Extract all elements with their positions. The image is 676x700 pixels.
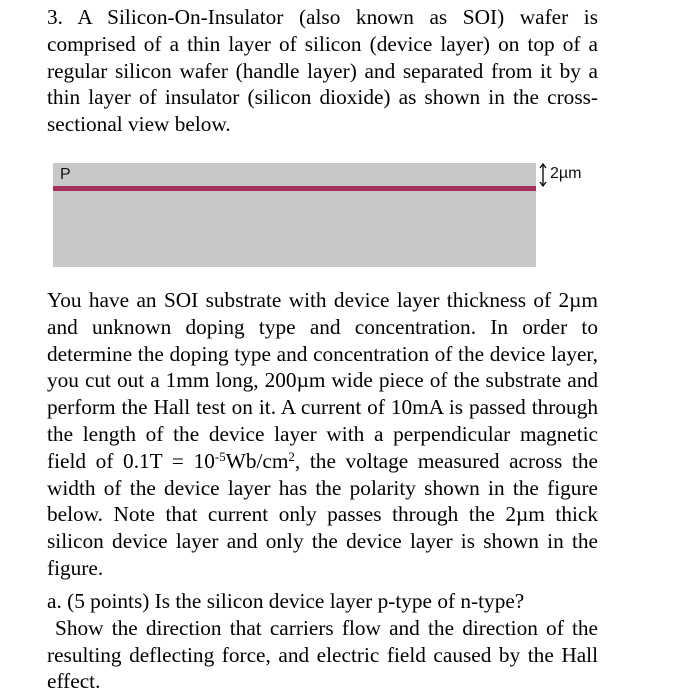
hall-text-part-3: , the voltage measured across the width of the device layer has the polarity shown in the figure below. Note that current only passes through the 2µm thick silicon device layer and only the device layer is shown in the figure.	[47, 448, 598, 580]
question-a	[47, 588, 598, 695]
hall-exponent-1: -5	[214, 448, 226, 464]
question-a-rest: Show the direction that carriers flow and the direction of the resulting deflecting force, and electric field caused by the Hall effect.	[47, 615, 598, 694]
handle-layer	[53, 191, 536, 267]
device-layer-thickness-label: 2µm	[550, 165, 582, 182]
hall-exponent-2: 2	[288, 448, 295, 464]
hall-test-paragraph	[47, 287, 598, 582]
thickness-arrow-icon	[538, 162, 548, 188]
hall-text-part-1: You have an SOI substrate with device layer thickness of 2µm and unknown doping type and concentration. In order to determine the doping type and concentration of the device layer, you cut out a 1mm long, 200µm wide piece of the substrate and perform the Hall test on it. A current of 10mA is passed through the length of the device layer with a perpendicular magnetic field of 0.1T = 10	[47, 288, 598, 473]
device-layer-doping-label: P	[60, 166, 71, 183]
hall-text-part-2: Wb/cm	[225, 448, 289, 473]
question-a-line1: a. (5 points) Is the silicon device layer p-type of n-type?	[47, 589, 525, 613]
problem-intro: 3. A Silicon-On-Insulator (also known as SOI) wafer is comprised of a thin layer of silicon (device layer) on top of a regular silicon wafer (handle layer) and separated from it by a thin layer of insulator (silicon dioxide) as shown in the cross-sectional view below.	[47, 5, 598, 137]
device-layer	[53, 163, 536, 186]
